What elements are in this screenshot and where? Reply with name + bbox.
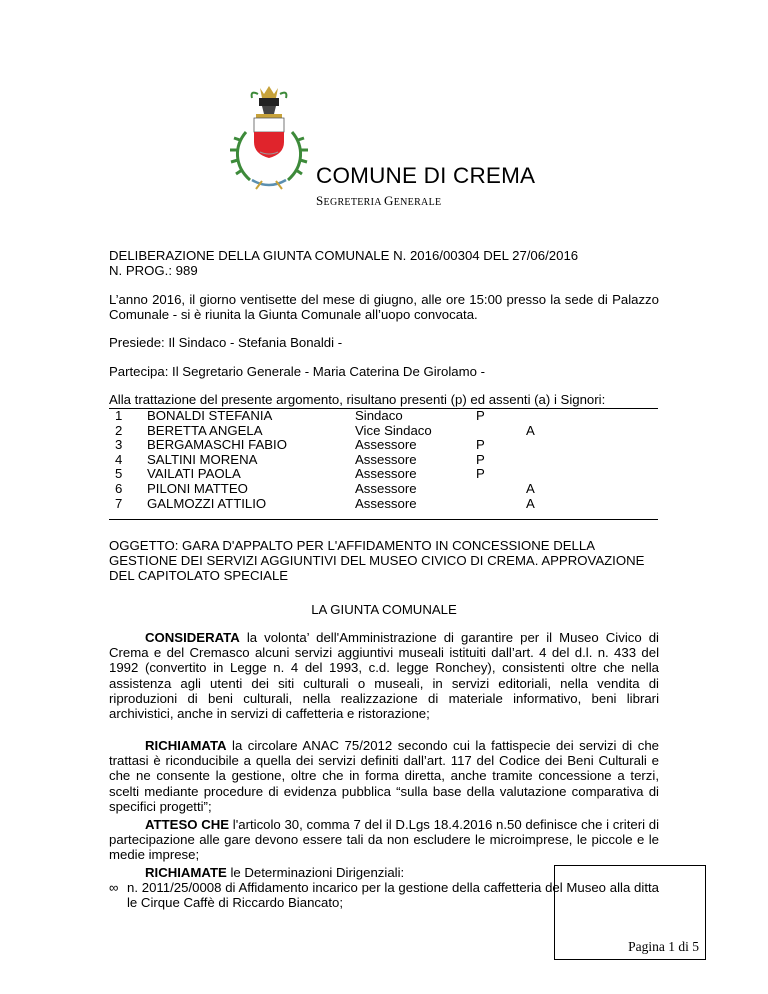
member-number: 7: [115, 495, 123, 511]
richiamate-text: le Determinazioni Dirigenziali:: [226, 865, 405, 880]
oggetto-line-3: DEL CAPITOLATO SPECIALE: [109, 568, 289, 584]
member-role: Assessore: [355, 437, 417, 453]
member-name: SALTINI MORENA: [147, 451, 258, 467]
member-absent: A: [526, 480, 535, 496]
presiede-line: Presiede: Il Sindaco - Stefania Bonaldi -: [109, 335, 343, 350]
member-name: BERETTA ANGELA: [147, 422, 263, 438]
member-number: 5: [115, 466, 123, 482]
richiamata-label: RICHIAMATA: [145, 738, 227, 753]
considerata-label: CONSIDERATA: [145, 630, 240, 645]
member-number: 2: [115, 422, 123, 438]
subtitle-initial-s: S: [316, 193, 324, 208]
member-role: Assessore: [355, 466, 417, 482]
richiamate-label: RICHIAMATE: [145, 865, 227, 880]
member-role: Assessore: [355, 451, 417, 467]
table-row: [109, 438, 659, 453]
deliberation-header: [109, 248, 659, 278]
table-row: [109, 497, 659, 512]
member-present: P: [476, 408, 485, 423]
member-name: PILONI MATTEO: [147, 480, 248, 496]
attendance-bottom-rule: [109, 519, 658, 520]
table-row: [109, 409, 659, 424]
table-row: [109, 467, 659, 482]
table-row: [109, 453, 659, 468]
coat-of-arms-logo: [228, 80, 310, 192]
member-name: VAILATI PAOLA: [147, 466, 241, 482]
deliberation-number: DELIBERAZIONE DELLA GIUNTA COMUNALE N. 2016/00304 DEL 27/06/2016: [109, 248, 579, 263]
member-role: Assessore: [355, 495, 417, 511]
considerata-paragraph: [109, 630, 659, 721]
member-absent: A: [526, 422, 535, 438]
member-number: 1: [115, 408, 123, 423]
oggetto-line-2: GESTIONE DEI SERVIZI AGGIUNTIVI DEL MUSEO CIVICO DI CREMA. APPROVAZIONE: [109, 553, 645, 569]
member-role: Vice Sindaco: [355, 422, 432, 438]
member-name: GALMOZZI ATTILIO: [147, 495, 267, 511]
table-row: [109, 482, 659, 497]
member-number: 3: [115, 437, 123, 453]
infinity-bullet-icon: ∞: [109, 880, 119, 895]
member-present: P: [476, 437, 485, 453]
subtitle-part-2: ENERALE: [393, 197, 442, 208]
member-absent: A: [526, 495, 535, 511]
attendance-intro: Alla trattazione del presente argomento, risultano presenti (p) ed assenti (a) i Signori:: [109, 392, 606, 407]
giunta-heading: LA GIUNTA COMUNALE: [311, 602, 457, 617]
deliberation-prog: N. PROG.: 989: [109, 263, 198, 279]
considerata-text: la volonta’ dell'Amministrazione di garantire per il Museo Civico di Crema e del Cremasco alcuni servizi aggiuntivi museali istituiti dall’art. 4 del d.l. n. 433 del 1992 (convertito in Legge n. 4 del 1993, c.d. legge Ronchey), consistenti oltre che nella assistenza agli utenti dei siti culturali o museali, in servizi editoriali, nella vendita di riproduzioni di beni culturali, nella realizzazione di materiale informativo, beni librari archivistici, anche in servizi di caffetteria e ristorazione;: [109, 630, 659, 722]
header-subtitle: [316, 193, 441, 209]
member-number: 4: [115, 451, 123, 467]
subtitle-initial-g: G: [384, 193, 394, 208]
member-name: BERGAMASCHI FABIO: [147, 437, 287, 453]
page-number: Pagina 1 di 5: [628, 939, 699, 954]
oggetto-line-1: OGGETTO: GARA D'APPALTO PER L'AFFIDAMENTO IN CONCESSIONE DELLA: [109, 538, 595, 553]
oggetto-block: [109, 538, 659, 584]
header-title: COMUNE DI CREMA: [316, 163, 536, 188]
atteso-text: l'articolo 30, comma 7 del il D.Lgs 18.4.2016 n.50 definisce che i criteri di partecipazione alle gare devono essere tali da non escludere le microimprese, le piccole e le medie imprese;: [109, 817, 660, 863]
intro-paragraph: L’anno 2016, il giorno ventisette del mese di giugno, alle ore 15:00 presso la sede di Palazzo Comunale - si è riunita la Giunta Comunale all’uopo convocata.: [109, 292, 659, 323]
richiamata-paragraph: [109, 738, 659, 814]
atteso-label: ATTESO CHE: [145, 817, 230, 832]
partecipa-line: Partecipa: Il Segretario Generale - Maria Caterina De Girolamo -: [109, 364, 485, 379]
page-number-box: [554, 865, 706, 960]
member-number: 6: [115, 480, 123, 496]
atteso-paragraph: [109, 817, 659, 863]
attendance-table: [109, 409, 659, 511]
member-present: P: [476, 466, 485, 482]
table-row: [109, 424, 659, 439]
member-name: BONALDI STEFANIA: [147, 408, 273, 423]
richiamata-text: la circolare ANAC 75/2012 secondo cui la fattispecie dei servizi di che trattasi è riconducibile a quella dei servizi definiti dall’art. 117 del Codice dei Beni Culturali e che ne consente la gestione, oltre che in forma diretta, anche tramite concessione a terzi, scelti mediante procedure di evidenza pubblica “sulla base della valutazione comparativa di specifici progetti”;: [109, 738, 659, 814]
member-present: P: [476, 451, 485, 467]
list-item-text: n. 2011/25/0008 di Affidamento incarico per la gestione della caffetteria del Museo alla ditta le Cirque Caffè di Riccardo Biancato;: [127, 880, 659, 911]
subtitle-part-1: EGRETERIA: [323, 197, 385, 208]
member-role: Assessore: [355, 480, 417, 496]
member-role: Sindaco: [355, 408, 403, 423]
